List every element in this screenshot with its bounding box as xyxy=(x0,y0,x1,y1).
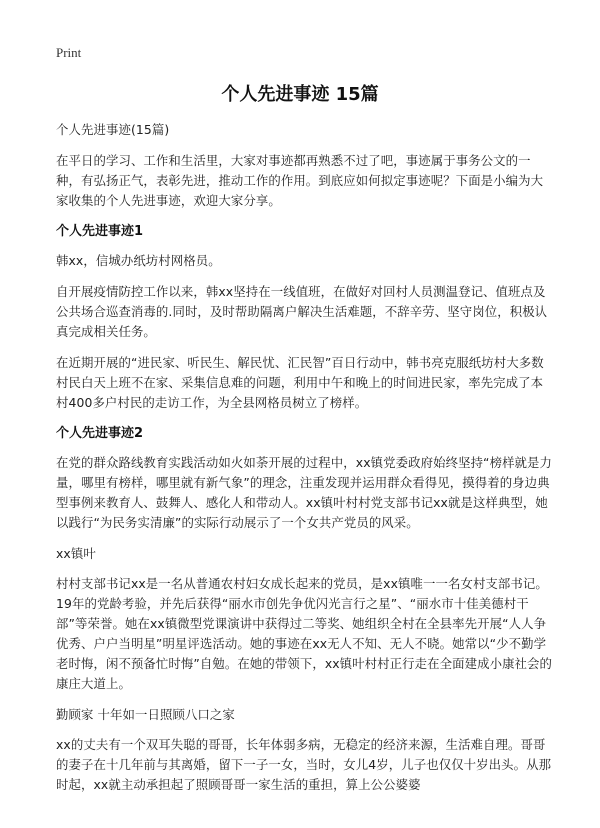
document-body xyxy=(56,120,554,806)
section2-heading: 个人先进事迹2 xyxy=(56,426,144,441)
section1-paragraph-1: 韩xx，信城办纸坊村网格员。 xyxy=(56,253,221,268)
section1-paragraph-3: 在近期开展的“进民家、听民生、解民忧、汇民智”百日行动中，韩书亮克服纸坊村大多数村民白天上班不在家、采集信息难的问题，利用中午和晚上的时间进民家，率先完成了本村400多户村民的走访工作，为全县网格员树立了榜样。 xyxy=(56,355,544,410)
document-subtitle: 个人先进事迹(15篇) xyxy=(56,122,170,137)
print-label: Print xyxy=(56,45,82,60)
section2-paragraph-1: 在党的群众路线教育实践活动如火如荼开展的过程中，xx镇党委政府始终坚持“榜样就是力量，哪里有榜样，哪里就有新气象”的理念，注重发现并运用群众看得见，摸得着的身边典型事例来教育人、鼓舞人、感化人和带动人。xx镇叶村村党支部书记xx就是这样典型，她以践行“为民务实清廉”的实际行动展示了一个女共产党员的风采。 xyxy=(56,455,553,530)
page-title: 个人先进事迹 15篇 xyxy=(221,84,379,105)
section2-paragraph-2: xx镇叶 xyxy=(56,546,96,561)
intro-paragraph: 在平日的学习、工作和生活里，大家对事迹都再熟悉不过了吧，事迹属于事务公文的一种，有弘扬正气，表彰先进，推动工作的作用。到底应如何拟定事迹呢？下面是小编为大家收集的个人先进事迹，欢迎大家分享。 xyxy=(56,153,544,208)
section2-paragraph-3: 村村支部书记xx是一名从普通农村妇女成长起来的党员，是xx镇唯一一名女村支部书记。19年的党龄考验，并先后获得“丽水市创先争优闪光言行之星”、“丽水市十佳美德村干部”等荣誉。她在xx镇微型党课演讲中获得过二等奖、她组织全村在全县率先开展“人人争优秀、户户当明星”明星评选活动。她的事迹在xx无人不知、无人不晓。她常以“少不勤学老时悔，闲不预备忙时悔”自勉。在她的带领下，xx镇叶村村正行走在全面建成小康社会的康庄大道上。 xyxy=(56,576,553,691)
section2-paragraph-4: 勤顾家 十年如一日照顾八口之家 xyxy=(56,707,235,722)
section2-paragraph-5: xx的丈夫有一个双耳失聪的哥哥，长年体弱多病，无稳定的经济来源，生活难自理。哥哥的妻子在十几年前与其离婚，留下一子一女，当时，女儿4岁，儿子也仅仅十岁出头。从那时起，xx就主动承担起了照顾哥哥一家生活的重担，算上公公婆婆 xyxy=(56,737,552,792)
section1-paragraph-2: 自开展疫情防控工作以来，韩xx坚持在一线值班，在做好对回村人员测温登记、值班点及公共场合巡查消毒的.同时，及时帮助隔离户解决生活难题，不辞辛劳、坚守岗位，积极认真完成相关任务。 xyxy=(56,284,548,339)
section1-heading: 个人先进事迹1 xyxy=(56,224,144,239)
